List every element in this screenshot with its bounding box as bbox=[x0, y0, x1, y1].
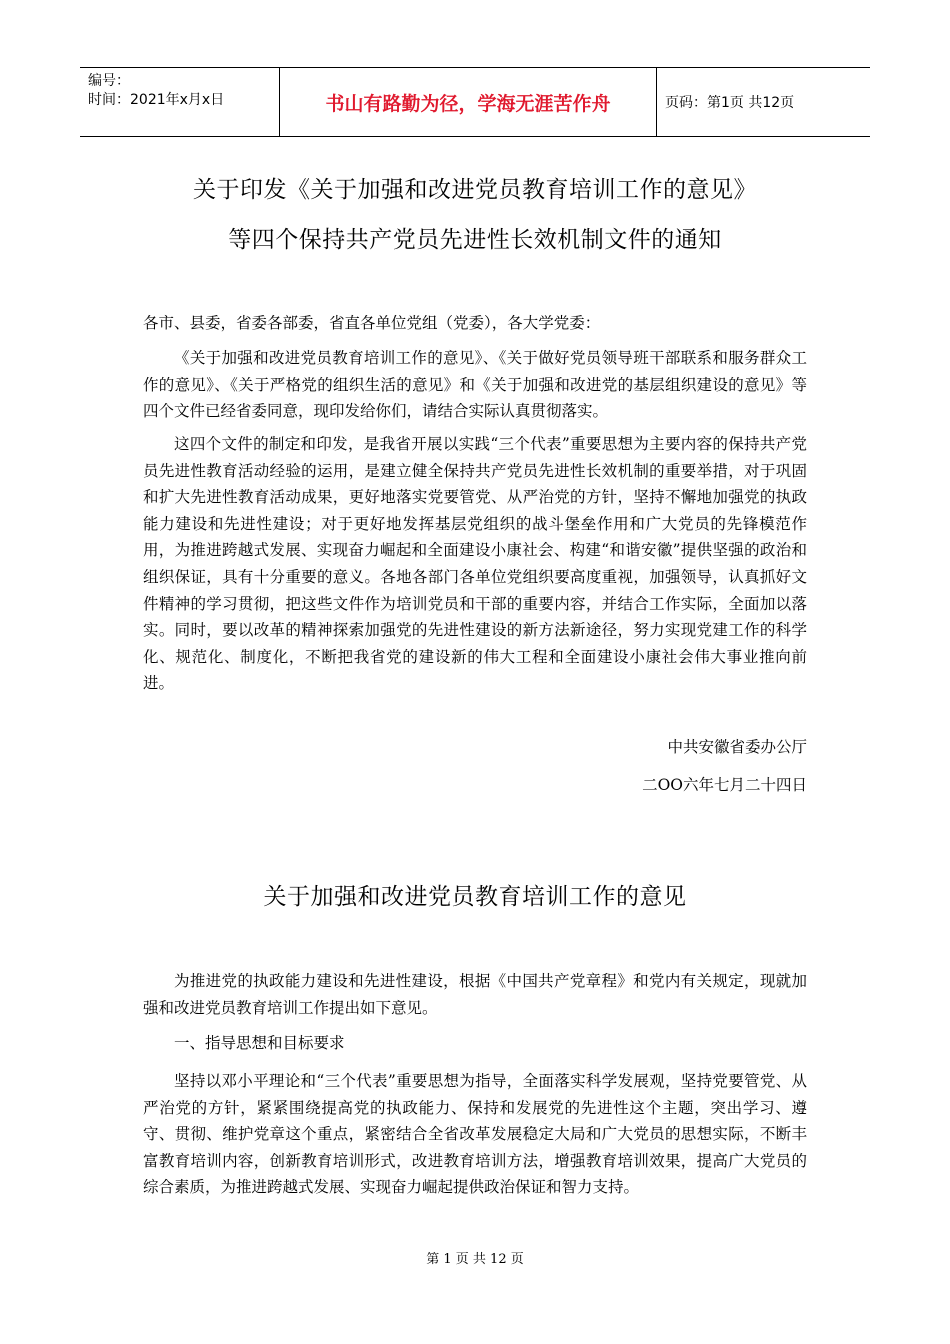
opinion-intro: 为推进党的执政能力建设和先进性建设，根据《中国共产党章程》和党内有关规定，现就加强和改进党员教育培训工作提出如下意见。 bbox=[143, 972, 807, 1017]
page-header bbox=[80, 67, 870, 137]
page-info: 页码：第1页 共12页 bbox=[665, 95, 795, 111]
notice-title-line1: 关于印发《关于加强和改进党员教育培训工作的意见》 bbox=[193, 177, 757, 203]
opinion-title: 关于加强和改进党员教育培训工作的意见 bbox=[263, 884, 687, 910]
motto: 书山有路勤为径，学海无涯苦作舟 bbox=[280, 68, 657, 136]
page-footer: 第 1 页 共 12 页 bbox=[426, 1252, 524, 1267]
signature: 中共安徽省委办公厅 bbox=[667, 738, 807, 756]
section-1-heading: 一、指导思想和目标要求 bbox=[174, 1034, 345, 1052]
notice-paragraph-2: 这四个文件的制定和印发，是我省开展以实践“三个代表”重要思想为主要内容的保持共产党员先进性教育活动经验的运用，是建立健全保持共产党员先进性长效机制的重要举措，对于巩固和扩大先进性教育活动成果，更好地落实党要管党、从严治党的方针，坚持不懈地加强党的执政能力建设和先进性建设；对于更好地发挥基层党组织的战斗堡垒作用和广大党员的先锋模范作用，为推进跨越式发展、实现奋力崛起和全面建设小康社会、构建“和谐安徽”提供坚强的政治和组织保证，具有十分重要的意义。各地各部门各单位党组织要高度重视，加强领导，认真抓好文件精神的学习贯彻，把这些文件作为培训党员和干部的重要内容，并结合工作实际，全面加以落实。同时，要以改革的精神探索加强党的先进性建设的新方法新途径，努力实现党建工作的科学化、规范化、制度化，不断把我省党的建设新的伟大工程和全面建设小康社会伟大事业推向前进。 bbox=[143, 435, 807, 693]
notice-paragraph-1: 《关于加强和改进党员教育培训工作的意见》、《关于做好党员领导班干部联系和服务群众工作的意见》、《关于严格党的组织生活的意见》和《关于加强和改进党的基层组织建设的意见》等四个文件已经省委同意，现印发给你们，请结合实际认真贯彻落实。 bbox=[143, 349, 807, 421]
notice-date: 二OO六年七月二十四日 bbox=[642, 776, 807, 794]
serial-label: 编号： bbox=[88, 73, 130, 89]
addressee: 各市、县委，省委各部委，省直各单位党组（党委），各大学党委： bbox=[143, 314, 601, 332]
notice-title-line2: 等四个保持共产党员先进性长效机制文件的通知 bbox=[228, 227, 722, 253]
header-meta-cell bbox=[80, 68, 280, 136]
date-label: 时间：2021年x月x日 bbox=[88, 92, 225, 108]
section-1-paragraph: 坚持以邓小平理论和“三个代表”重要思想为指导，全面落实科学发展观，坚持党要管党、从严治党的方针，紧紧围绕提高党的执政能力、保持和发展党的先进性这个主题，突出学习、遵守、贯彻、维护党章这个重点，紧密结合全省改革发展稳定大局和广大党员的思想实际，不断丰富教育培训内容，创新教育培训形式，改进教育培训方法，增强教育培训效果，提高广大党员的综合素质，为推进跨越式发展、实现奋力崛起提供政治保证和智力支持。 bbox=[143, 1072, 807, 1197]
